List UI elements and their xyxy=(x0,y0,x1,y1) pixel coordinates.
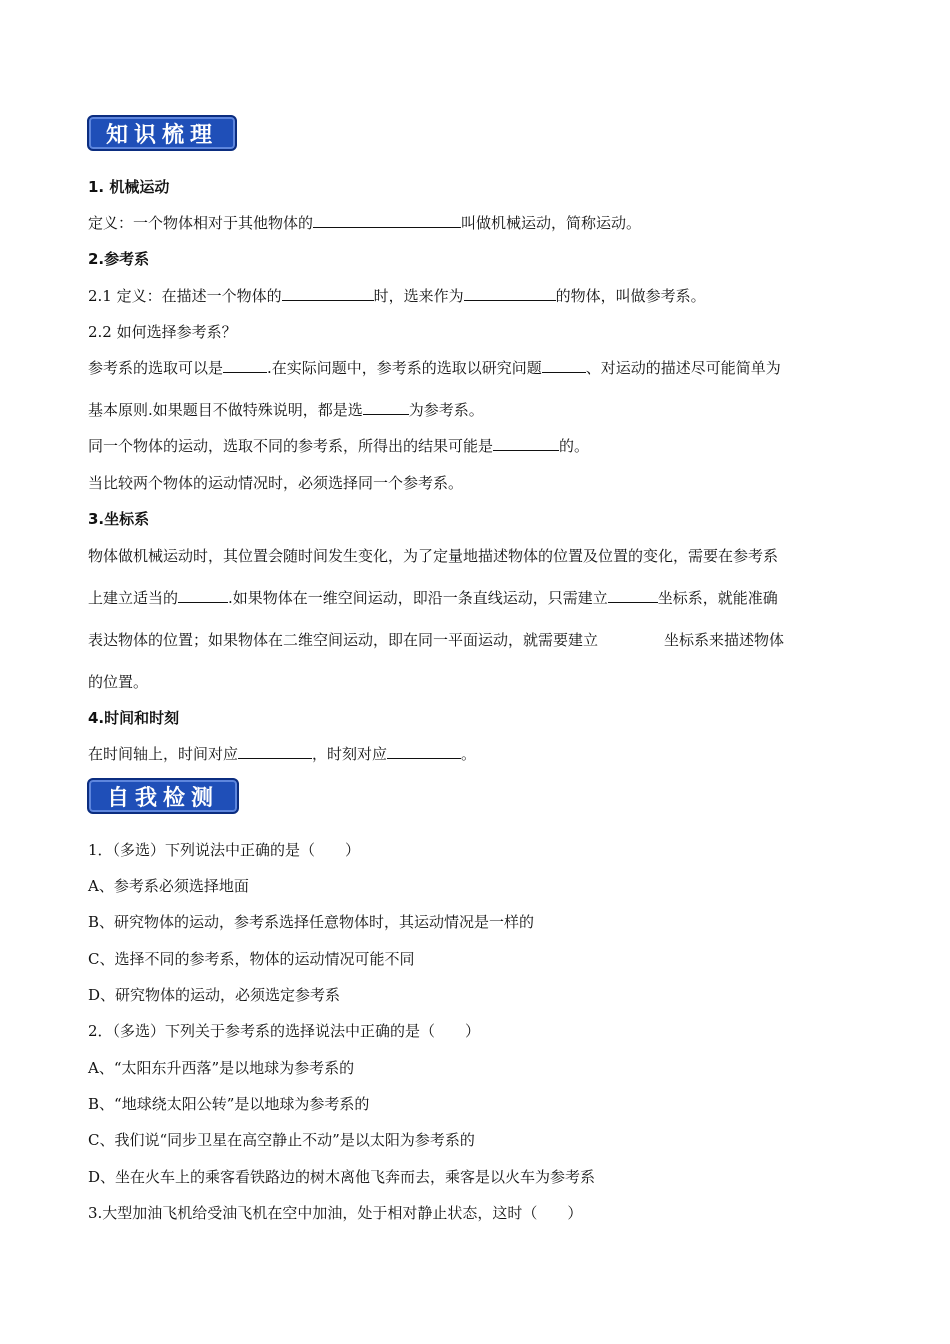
line: 物体做机械运动时，其位置会随时间发生变化，为了定量地描述物体的位置及位置的变化，需要在参考系 xyxy=(88,547,779,565)
line: 当比较两个物体的运动情况时，必须选择同一个参考系。 xyxy=(88,474,464,492)
line xyxy=(88,630,864,650)
section-banner-knowledge: 知识梳理 xyxy=(87,115,237,151)
fill-blank[interactable] xyxy=(387,744,461,759)
fill-blank[interactable] xyxy=(608,588,658,603)
line: 2.2 如何选择参考系？ xyxy=(88,323,237,341)
text: 上建立适当的 xyxy=(88,589,179,607)
question-3: 3.大型加油飞机给受油飞机在空中加油，处于相对静止状态，这时（ ） xyxy=(88,1204,583,1222)
line xyxy=(88,358,864,378)
option-1a: A、参考系必须选择地面 xyxy=(88,877,249,895)
text: 在时间轴上，时间对应 xyxy=(88,745,239,763)
text: .在实际问题中，参考系的选取以研究问题 xyxy=(267,359,542,377)
text: 的物体，叫做参考系。 xyxy=(555,287,706,305)
text: 基本原则.如果题目不做特殊说明，都是选 xyxy=(88,401,363,419)
line xyxy=(88,400,864,420)
text: 为参考系。 xyxy=(408,401,484,419)
line xyxy=(88,744,864,764)
heading-reference-frame: 2.参考系 xyxy=(88,250,150,268)
fill-blank[interactable] xyxy=(223,358,267,373)
fill-blank[interactable] xyxy=(282,286,374,301)
line xyxy=(88,436,864,456)
line: 的位置。 xyxy=(88,673,149,691)
fill-blank[interactable] xyxy=(542,358,586,373)
heading-time-moment: 4.时间和时刻 xyxy=(88,709,180,727)
option-1d: D、研究物体的运动，必须选定参考系 xyxy=(88,986,341,1004)
fill-blank[interactable] xyxy=(493,436,559,451)
option-1b: B、研究物体的运动，参考系选择任意物体时，其运动情况是一样的 xyxy=(88,913,535,931)
fill-blank[interactable] xyxy=(178,588,228,603)
option-2a: A、“太阳东升西落”是以地球为参考系的 xyxy=(88,1059,355,1077)
text: 、对运动的描述尽可能简单为 xyxy=(585,359,781,377)
fill-blank[interactable] xyxy=(313,213,461,228)
text: ，时刻对应 xyxy=(312,745,388,763)
text: 2.1 定义：在描述一个物体的 xyxy=(88,287,282,305)
text: 时，选来作为 xyxy=(373,287,464,305)
text: 同一个物体的运动，选取不同的参考系，所得出的结果可能是 xyxy=(88,437,494,455)
text: 定义：一个物体相对于其他物体的 xyxy=(88,214,314,232)
question-1: 1．（多选）下列说法中正确的是（ ） xyxy=(88,841,361,859)
option-2b: B、“地球绕太阳公转”是以地球为参考系的 xyxy=(88,1095,370,1113)
text: 坐标系来描述物体 xyxy=(664,631,785,649)
fill-blank[interactable] xyxy=(363,400,409,415)
option-1c: C、选择不同的参考系，物体的运动情况可能不同 xyxy=(88,950,415,968)
line xyxy=(88,588,864,608)
text: 坐标系，就能准确 xyxy=(657,589,778,607)
text: 。 xyxy=(461,745,477,763)
heading-coordinate-system: 3.坐标系 xyxy=(88,510,150,528)
option-2d: D、坐在火车上的乘客看铁路边的树木离他飞奔而去，乘客是以火车为参考系 xyxy=(88,1168,596,1186)
fill-blank[interactable] xyxy=(238,744,312,759)
text: 的。 xyxy=(559,437,590,455)
text: 表达物体的位置；如果物体在二维空间运动，即在同一平面运动，就需要建立 xyxy=(88,631,599,649)
definition-line xyxy=(88,213,864,233)
line xyxy=(88,286,864,306)
text: 参考系的选取可以是 xyxy=(88,359,224,377)
section-banner-self-test: 自我检测 xyxy=(87,778,239,814)
question-2: 2．（多选）下列关于参考系的选择说法中正确的是（ ） xyxy=(88,1022,481,1040)
heading-mechanical-motion: 1. 机械运动 xyxy=(88,178,170,196)
option-2c: C、我们说“同步卫星在高空静止不动”是以太阳为参考系的 xyxy=(88,1131,475,1149)
fill-blank[interactable] xyxy=(464,286,556,301)
text: 叫做机械运动，简称运动。 xyxy=(461,214,642,232)
text: .如果物体在一维空间运动，即沿一条直线运动，只需建立 xyxy=(228,589,608,607)
